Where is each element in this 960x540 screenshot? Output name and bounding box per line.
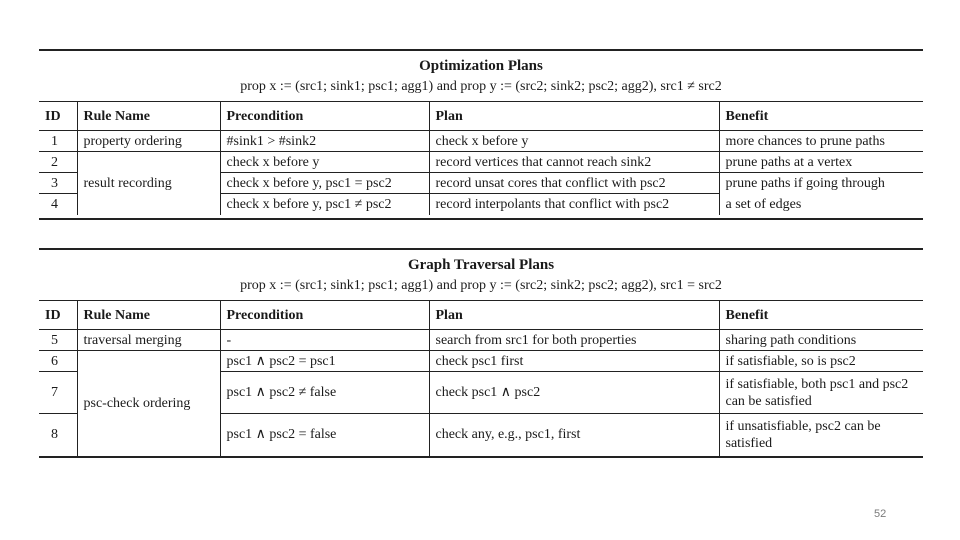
row-rule: psc-check ordering <box>77 351 220 456</box>
row-precondition: psc1 ∧ psc2 ≠ false <box>220 372 429 414</box>
row-precondition: - <box>220 330 429 351</box>
top-rule <box>39 49 923 51</box>
bottom-rule <box>39 218 923 220</box>
table-title: Graph Traversal Plans <box>407 257 555 273</box>
col-plan: Plan <box>429 102 719 131</box>
table-condition: prop x := (src1; sink1; psc1; agg1) and prop y := (src2; sink2; psc2; agg2), src1 = src2 <box>240 278 722 293</box>
row-id: 2 <box>39 152 77 173</box>
bottom-rule <box>39 456 923 458</box>
table-condition: prop x := (src1; sink1; psc1; agg1) and prop y := (src2; sink2; psc2; agg2), src1 ≠ src2 <box>240 79 722 94</box>
row-precondition: check x before y <box>220 152 429 173</box>
row-precondition: check x before y, psc1 ≠ psc2 <box>220 194 429 215</box>
optimization-plans-table <box>39 49 923 220</box>
row-benefit: if satisfiable, both psc1 and psc2 can be satisfied <box>719 372 923 414</box>
table-row <box>39 152 923 173</box>
col-benefit: Benefit <box>719 102 923 131</box>
table-row <box>39 351 923 372</box>
row-rule: result recording <box>77 152 220 215</box>
row-precondition: check x before y, psc1 = psc2 <box>220 173 429 194</box>
top-rule <box>39 248 923 250</box>
row-id: 5 <box>51 332 58 348</box>
col-precondition: Precondition <box>220 102 429 131</box>
row-precondition: psc1 ∧ psc2 = false <box>220 414 429 456</box>
row-plan: check psc1 ∧ psc2 <box>429 372 719 414</box>
row-benefit: prune paths if going through <box>719 173 923 194</box>
page-number: 52 <box>874 508 887 520</box>
row-benefit: if satisfiable, so is psc2 <box>719 351 923 372</box>
row-benefit: if unsatisfiable, psc2 can be satisfied <box>719 414 923 456</box>
row-plan: record interpolants that conflict with psc2 <box>429 194 719 215</box>
row-plan: check any, e.g., psc1, first <box>429 414 719 456</box>
optimization-table <box>39 102 923 215</box>
row-id: 4 <box>39 194 77 215</box>
col-benefit: Benefit <box>719 301 923 330</box>
row-rule: traversal merging <box>77 330 220 351</box>
row-benefit: prune paths at a vertex <box>719 152 923 173</box>
row-plan: search from src1 for both properties <box>429 330 719 351</box>
row-id: 1 <box>51 133 58 149</box>
row-plan: check psc1 first <box>429 351 719 372</box>
row-id: 6 <box>39 351 77 372</box>
col-rule-name: Rule Name <box>77 102 220 131</box>
graph-traversal-table <box>39 301 923 456</box>
row-id: 3 <box>39 173 77 194</box>
row-benefit: a set of edges <box>719 194 923 215</box>
table-row <box>39 330 923 351</box>
row-id: 8 <box>39 414 77 456</box>
col-id: ID <box>39 102 77 131</box>
row-precondition: #sink1 > #sink2 <box>220 131 429 152</box>
col-plan: Plan <box>429 301 719 330</box>
row-plan: record vertices that cannot reach sink2 <box>429 152 719 173</box>
row-plan: record unsat cores that conflict with psc2 <box>429 173 719 194</box>
graph-traversal-plans-table <box>39 248 923 458</box>
table-title: Optimization Plans <box>419 58 543 74</box>
col-id: ID <box>39 301 77 330</box>
row-id: 7 <box>39 372 77 414</box>
row-benefit: sharing path conditions <box>719 330 923 351</box>
row-benefit: more chances to prune paths <box>719 131 923 152</box>
col-rule-name: Rule Name <box>77 301 220 330</box>
row-precondition: psc1 ∧ psc2 = psc1 <box>220 351 429 372</box>
row-rule: property ordering <box>77 131 220 152</box>
table-row <box>39 131 923 152</box>
col-precondition: Precondition <box>220 301 429 330</box>
row-plan: check x before y <box>429 131 719 152</box>
